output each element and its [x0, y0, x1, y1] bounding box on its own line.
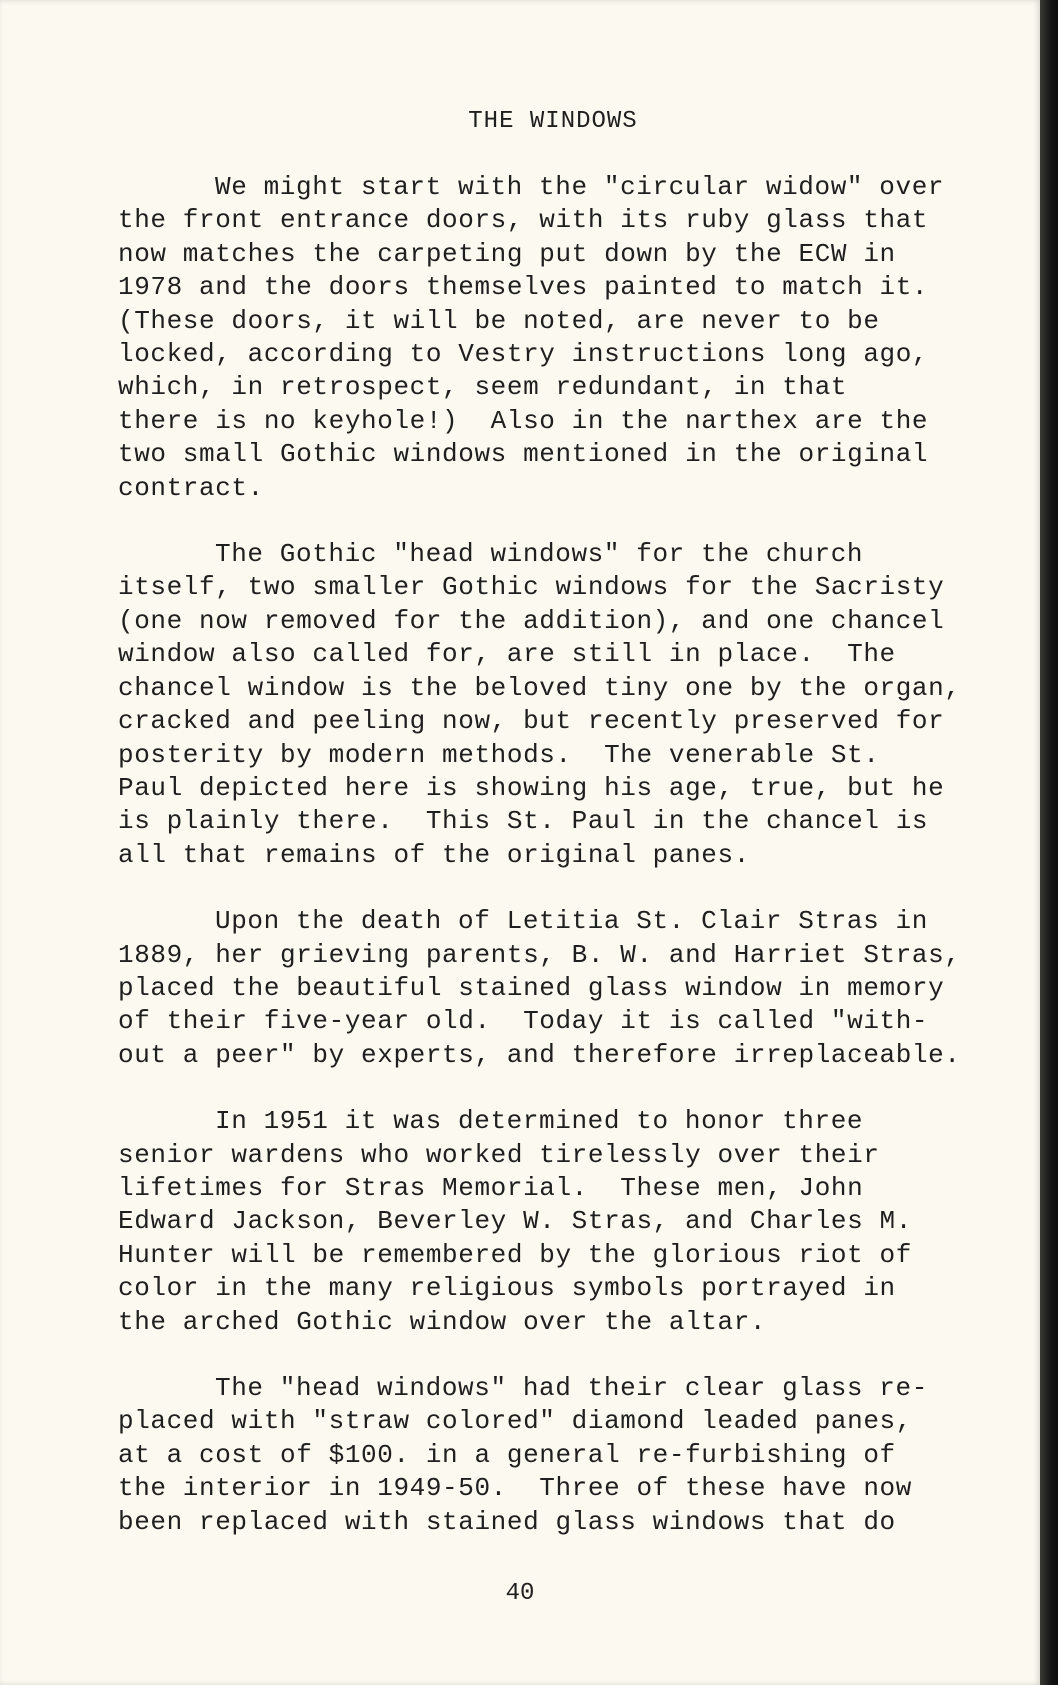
text-line: (one now removed for the addition), and one chancel: [118, 605, 945, 636]
text-line: is plainly there. This St. Paul in the chancel is: [118, 806, 929, 837]
paragraph-circular-window: [118, 171, 998, 505]
text-line: placed with "straw colored" diamond leaded panes,: [118, 1406, 912, 1437]
text-line: two small Gothic windows mentioned in the original: [118, 439, 929, 470]
text-line: The Gothic "head windows" for the church: [215, 539, 864, 570]
text-line: lifetimes for Stras Memorial. These men, John: [118, 1172, 864, 1203]
text-line: locked, according to Vestry instructions long ago,: [118, 339, 929, 370]
text-line: chancel window is the beloved tiny one by the organ,: [118, 672, 961, 703]
paragraph-altar-window: [118, 1105, 998, 1339]
text-line: Edward Jackson, Beverley W. Stras, and Charles M.: [118, 1206, 912, 1237]
text-line: (These doors, it will be noted, are never to be: [118, 305, 880, 336]
text-line: been replaced with stained glass windows that do: [118, 1506, 896, 1537]
text-line: Hunter will be remembered by the glorious riot of: [118, 1239, 912, 1270]
page-title: THE WINDOWS: [468, 108, 638, 135]
text-line: In 1951 it was determined to honor three: [215, 1106, 864, 1137]
paragraph-head-windows: [118, 538, 998, 872]
paragraph-memorial-window: [118, 905, 998, 1072]
text-line: cracked and peeling now, but recently preserved for: [118, 706, 945, 737]
text-line: contract.: [118, 472, 264, 503]
text-line: posterity by modern methods. The venerable St.: [118, 739, 880, 770]
text-line: window also called for, are still in place. The: [118, 639, 896, 670]
text-line: placed the beautiful stained glass window in memory: [118, 972, 945, 1003]
text-line: itself, two smaller Gothic windows for the Sacristy: [118, 572, 945, 603]
text-line: the arched Gothic window over the altar.: [118, 1306, 767, 1337]
text-line: the front entrance doors, with its ruby glass that: [118, 205, 929, 236]
text-line: The "head windows" had their clear glass re-: [215, 1373, 928, 1403]
text-line: at a cost of $100. in a general re-furbishing of: [118, 1439, 896, 1470]
text-line: there is no keyhole!) Also in the narthex are the: [118, 405, 929, 436]
text-line: 1978 and the doors themselves painted to match it.: [118, 272, 929, 303]
text-line: senior wardens who worked tirelessly over their: [118, 1139, 880, 1170]
page-number: 40: [505, 1580, 535, 1607]
text-line: of their five-year old. Today it is called "with-: [118, 1006, 929, 1037]
text-line: Upon the death of Letitia St. Clair Stras in: [215, 906, 928, 937]
text-line: out a peer" by experts, and therefore irreplaceable.: [118, 1039, 961, 1070]
page-content: [118, 108, 998, 1572]
paragraph-straw-panes: [118, 1372, 998, 1539]
text-line: 1889, her grieving parents, B. W. and Harriet Stras,: [118, 939, 961, 970]
text-line: We might start with the "circular widow" over: [215, 172, 945, 202]
text-line: the interior in 1949-50. Three of these have now: [118, 1473, 912, 1504]
page-edge: [1040, 0, 1058, 1685]
text-line: which, in retrospect, seem redundant, in that: [118, 372, 848, 403]
text-line: Paul depicted here is showing his age, true, but he: [118, 772, 945, 803]
text-line: color in the many religious symbols portrayed in: [118, 1273, 896, 1304]
text-line: all that remains of the original panes.: [118, 839, 750, 870]
text-line: now matches the carpeting put down by the ECW in: [118, 238, 896, 269]
